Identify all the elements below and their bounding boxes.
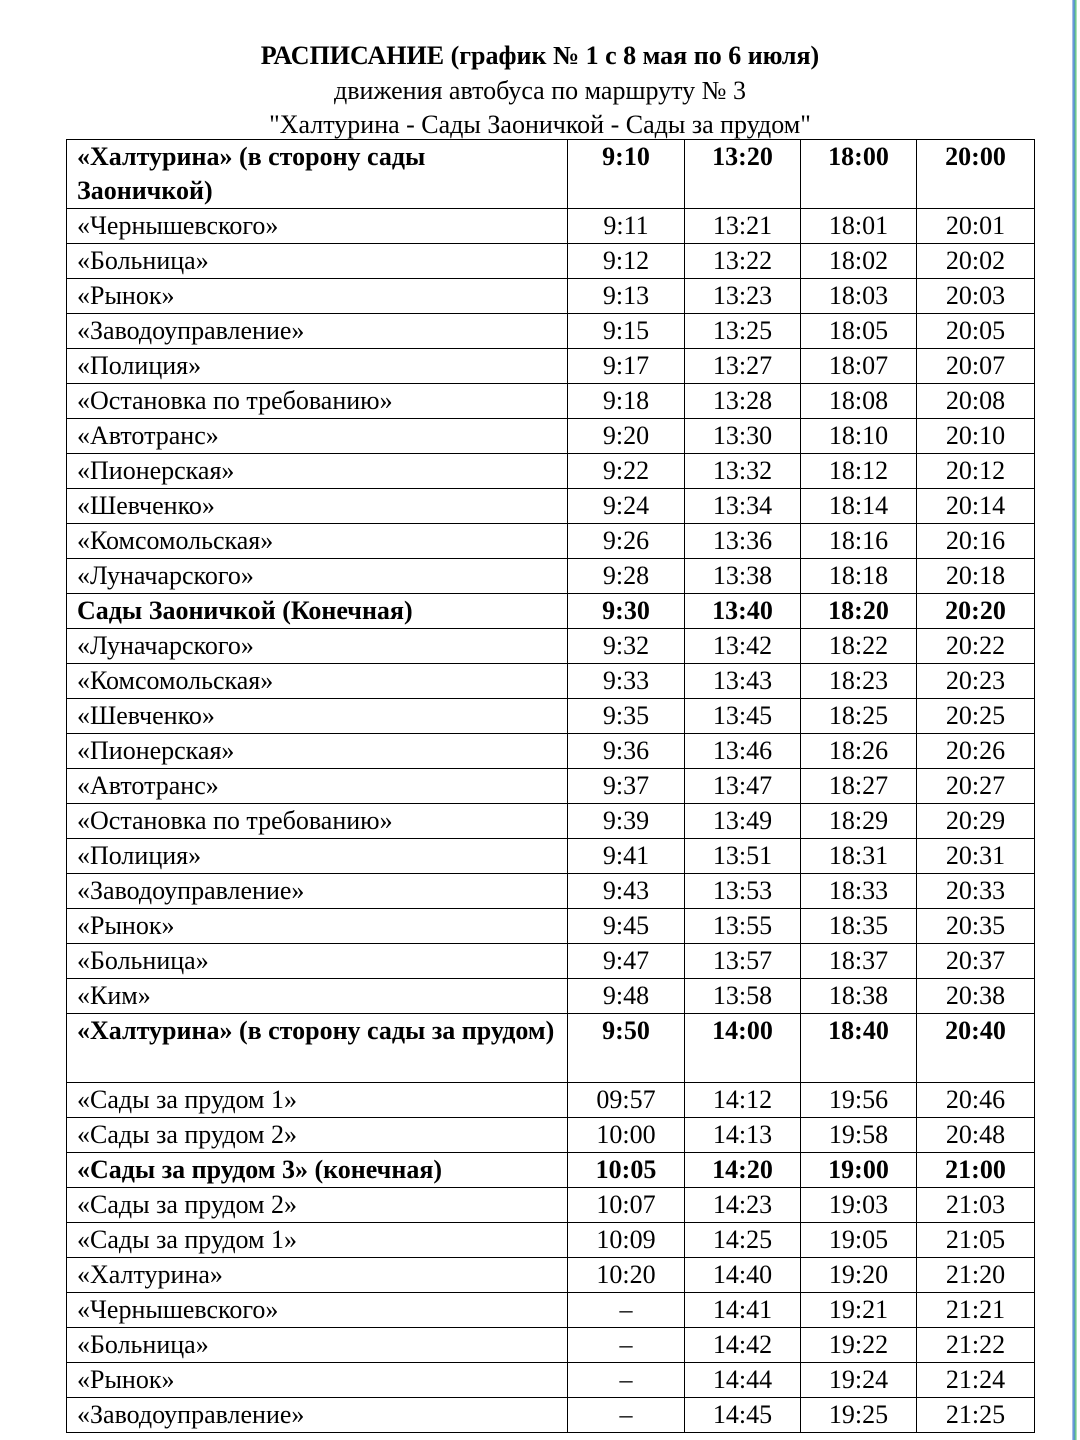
time-cell: 21:05 xyxy=(917,1223,1035,1258)
table-row xyxy=(67,1153,1035,1188)
time-cell: 20:03 xyxy=(917,279,1035,314)
time-cell: 19:05 xyxy=(801,1223,917,1258)
time-cell: 18:40 xyxy=(801,1014,917,1083)
time-cell: 13:47 xyxy=(685,769,801,804)
time-cell: 18:23 xyxy=(801,664,917,699)
stop-name-cell: «Шевченко» xyxy=(67,699,568,734)
table-row xyxy=(67,1293,1035,1328)
time-cell: 13:21 xyxy=(685,209,801,244)
time-cell: 18:26 xyxy=(801,734,917,769)
stop-name-cell: «Халтурина» xyxy=(67,1258,568,1293)
time-cell: 20:14 xyxy=(917,489,1035,524)
stop-name-cell: «Халтурина» (в сторону сады за прудом) xyxy=(67,1014,568,1083)
time-cell: 18:18 xyxy=(801,559,917,594)
time-cell: 20:08 xyxy=(917,384,1035,419)
time-cell: 09:57 xyxy=(568,1083,685,1118)
scan-edge-stripe xyxy=(1072,0,1077,1440)
table-row xyxy=(67,594,1035,629)
table-row xyxy=(67,734,1035,769)
time-cell: 13:23 xyxy=(685,279,801,314)
document-header xyxy=(0,38,1080,142)
time-cell: 20:01 xyxy=(917,209,1035,244)
time-cell: 18:35 xyxy=(801,909,917,944)
time-cell: 18:22 xyxy=(801,629,917,664)
time-cell: 20:23 xyxy=(917,664,1035,699)
time-cell: 13:38 xyxy=(685,559,801,594)
time-cell: 9:45 xyxy=(568,909,685,944)
stop-name-cell: «Чернышевского» xyxy=(67,209,568,244)
route-name: "Халтурина - Сады Заоничкой - Сады за прудом" xyxy=(269,110,811,139)
time-cell: 9:17 xyxy=(568,349,685,384)
time-cell: 9:10 xyxy=(568,140,685,209)
time-cell: 18:10 xyxy=(801,419,917,454)
time-cell: 18:37 xyxy=(801,944,917,979)
time-cell: 19:21 xyxy=(801,1293,917,1328)
time-cell: 21:21 xyxy=(917,1293,1035,1328)
time-cell: 13:28 xyxy=(685,384,801,419)
time-cell: 18:20 xyxy=(801,594,917,629)
time-cell: 20:22 xyxy=(917,629,1035,664)
time-cell: 21:00 xyxy=(917,1153,1035,1188)
time-cell: 19:25 xyxy=(801,1398,917,1433)
time-cell: 13:36 xyxy=(685,524,801,559)
time-cell: 20:38 xyxy=(917,979,1035,1014)
time-cell: 13:45 xyxy=(685,699,801,734)
time-cell: – xyxy=(568,1398,685,1433)
time-cell: 9:33 xyxy=(568,664,685,699)
page-subtitle: движения автобуса по маршруту № 3 xyxy=(334,76,746,105)
stop-name-cell: «Сады за прудом 1» xyxy=(67,1083,568,1118)
table-row xyxy=(67,559,1035,594)
time-cell: 9:43 xyxy=(568,874,685,909)
table-row xyxy=(67,314,1035,349)
time-cell: 19:58 xyxy=(801,1118,917,1153)
time-cell: 21:22 xyxy=(917,1328,1035,1363)
time-cell: 18:01 xyxy=(801,209,917,244)
table-row xyxy=(67,349,1035,384)
time-cell: – xyxy=(568,1328,685,1363)
time-cell: 19:03 xyxy=(801,1188,917,1223)
stop-name-cell: «Сады за прудом 2» xyxy=(67,1188,568,1223)
time-cell: – xyxy=(568,1363,685,1398)
time-cell: 14:20 xyxy=(685,1153,801,1188)
schedule-table xyxy=(66,139,1035,1433)
time-cell: 13:57 xyxy=(685,944,801,979)
time-cell: 13:32 xyxy=(685,454,801,489)
time-cell: 13:46 xyxy=(685,734,801,769)
table-row xyxy=(67,454,1035,489)
time-cell: 9:15 xyxy=(568,314,685,349)
time-cell: 9:28 xyxy=(568,559,685,594)
time-cell: 19:56 xyxy=(801,1083,917,1118)
time-cell: 13:30 xyxy=(685,419,801,454)
time-cell: 10:20 xyxy=(568,1258,685,1293)
time-cell: 21:25 xyxy=(917,1398,1035,1433)
time-cell: 14:00 xyxy=(685,1014,801,1083)
stop-name-cell: «Рынок» xyxy=(67,909,568,944)
stop-name-cell: «Рынок» xyxy=(67,1363,568,1398)
time-cell: 10:07 xyxy=(568,1188,685,1223)
time-cell: 13:49 xyxy=(685,804,801,839)
time-cell: 9:50 xyxy=(568,1014,685,1083)
table-row xyxy=(67,874,1035,909)
time-cell: 21:24 xyxy=(917,1363,1035,1398)
stop-name-cell: «Ким» xyxy=(67,979,568,1014)
table-row xyxy=(67,140,1035,209)
time-cell: 18:03 xyxy=(801,279,917,314)
time-cell: 19:22 xyxy=(801,1328,917,1363)
table-row xyxy=(67,244,1035,279)
time-cell: 14:12 xyxy=(685,1083,801,1118)
time-cell: 20:27 xyxy=(917,769,1035,804)
time-cell: 18:05 xyxy=(801,314,917,349)
time-cell: 9:47 xyxy=(568,944,685,979)
table-row xyxy=(67,1328,1035,1363)
time-cell: 13:58 xyxy=(685,979,801,1014)
time-cell: 18:12 xyxy=(801,454,917,489)
stop-name-cell: «Шевченко» xyxy=(67,489,568,524)
table-row xyxy=(67,1363,1035,1398)
time-cell: 10:00 xyxy=(568,1118,685,1153)
stop-name-cell: «Полиция» xyxy=(67,839,568,874)
stop-name-cell: «Халтурина» (в сторону сады Заоничкой) xyxy=(67,140,568,209)
time-cell: 20:35 xyxy=(917,909,1035,944)
stop-name-cell: Сады Заоничкой (Конечная) xyxy=(67,594,568,629)
time-cell: 9:24 xyxy=(568,489,685,524)
time-cell: 9:48 xyxy=(568,979,685,1014)
stop-name-cell: «Сады за прудом 1» xyxy=(67,1223,568,1258)
time-cell: 18:16 xyxy=(801,524,917,559)
stop-name-cell: «Автотранс» xyxy=(67,769,568,804)
stop-name-cell: «Сады за прудом 2» xyxy=(67,1118,568,1153)
time-cell: 9:30 xyxy=(568,594,685,629)
table-row xyxy=(67,804,1035,839)
stop-name-cell: «Автотранс» xyxy=(67,419,568,454)
table-row xyxy=(67,489,1035,524)
table-row xyxy=(67,769,1035,804)
time-cell: 18:00 xyxy=(801,140,917,209)
time-cell: 9:41 xyxy=(568,839,685,874)
time-cell: 20:46 xyxy=(917,1083,1035,1118)
table-row xyxy=(67,209,1035,244)
time-cell: 18:38 xyxy=(801,979,917,1014)
time-cell: 9:39 xyxy=(568,804,685,839)
time-cell: 9:26 xyxy=(568,524,685,559)
stop-name-cell: «Остановка по требованию» xyxy=(67,384,568,419)
table-row xyxy=(67,839,1035,874)
table-row xyxy=(67,1258,1035,1293)
stop-name-cell: «Больница» xyxy=(67,944,568,979)
schedule-body xyxy=(67,140,1035,1433)
time-cell: 9:12 xyxy=(568,244,685,279)
time-cell: 18:02 xyxy=(801,244,917,279)
time-cell: 18:07 xyxy=(801,349,917,384)
time-cell: 20:25 xyxy=(917,699,1035,734)
time-cell: 19:00 xyxy=(801,1153,917,1188)
time-cell: 20:05 xyxy=(917,314,1035,349)
stop-name-cell: «Больница» xyxy=(67,244,568,279)
table-row xyxy=(67,1223,1035,1258)
time-cell: 14:13 xyxy=(685,1118,801,1153)
stop-name-cell: «Заводоуправление» xyxy=(67,314,568,349)
stop-name-cell: «Остановка по требованию» xyxy=(67,804,568,839)
time-cell: 9:20 xyxy=(568,419,685,454)
time-cell: 18:08 xyxy=(801,384,917,419)
time-cell: 21:03 xyxy=(917,1188,1035,1223)
stop-name-cell: «Луначарского» xyxy=(67,559,568,594)
time-cell: 13:20 xyxy=(685,140,801,209)
time-cell: 20:00 xyxy=(917,140,1035,209)
stop-name-cell: «Полиция» xyxy=(67,349,568,384)
time-cell: 20:37 xyxy=(917,944,1035,979)
stop-name-cell: «Заводоуправление» xyxy=(67,1398,568,1433)
time-cell: 20:26 xyxy=(917,734,1035,769)
table-row xyxy=(67,909,1035,944)
time-cell: 19:24 xyxy=(801,1363,917,1398)
time-cell: 13:27 xyxy=(685,349,801,384)
table-row xyxy=(67,629,1035,664)
time-cell: 9:35 xyxy=(568,699,685,734)
table-row xyxy=(67,279,1035,314)
time-cell: 20:02 xyxy=(917,244,1035,279)
time-cell: 18:33 xyxy=(801,874,917,909)
table-row xyxy=(67,524,1035,559)
time-cell: 18:14 xyxy=(801,489,917,524)
time-cell: 20:29 xyxy=(917,804,1035,839)
time-cell: 19:20 xyxy=(801,1258,917,1293)
stop-name-cell: «Пионерская» xyxy=(67,454,568,489)
table-row xyxy=(67,1118,1035,1153)
table-row xyxy=(67,1188,1035,1223)
time-cell: 9:18 xyxy=(568,384,685,419)
time-cell: 20:07 xyxy=(917,349,1035,384)
time-cell: 14:41 xyxy=(685,1293,801,1328)
stop-name-cell: «Пионерская» xyxy=(67,734,568,769)
time-cell: 20:10 xyxy=(917,419,1035,454)
table-row xyxy=(67,419,1035,454)
time-cell: 20:12 xyxy=(917,454,1035,489)
time-cell: 18:31 xyxy=(801,839,917,874)
time-cell: 14:23 xyxy=(685,1188,801,1223)
time-cell: 14:45 xyxy=(685,1398,801,1433)
time-cell: 13:40 xyxy=(685,594,801,629)
time-cell: 20:40 xyxy=(917,1014,1035,1083)
stop-name-cell: «Луначарского» xyxy=(67,629,568,664)
time-cell: 9:32 xyxy=(568,629,685,664)
time-cell: 20:48 xyxy=(917,1118,1035,1153)
time-cell: 13:43 xyxy=(685,664,801,699)
time-cell: 9:37 xyxy=(568,769,685,804)
time-cell: 14:25 xyxy=(685,1223,801,1258)
table-row xyxy=(67,384,1035,419)
time-cell: 13:22 xyxy=(685,244,801,279)
stop-name-cell: «Комсомольская» xyxy=(67,664,568,699)
table-row xyxy=(67,944,1035,979)
time-cell: 13:34 xyxy=(685,489,801,524)
time-cell: 20:16 xyxy=(917,524,1035,559)
table-row xyxy=(67,1083,1035,1118)
stop-name-cell: «Чернышевского» xyxy=(67,1293,568,1328)
time-cell: 21:20 xyxy=(917,1258,1035,1293)
time-cell: 10:05 xyxy=(568,1153,685,1188)
time-cell: 9:13 xyxy=(568,279,685,314)
time-cell: 13:55 xyxy=(685,909,801,944)
time-cell: 20:20 xyxy=(917,594,1035,629)
time-cell: 18:27 xyxy=(801,769,917,804)
time-cell: 14:44 xyxy=(685,1363,801,1398)
stop-name-cell: «Сады за прудом 3» (конечная) xyxy=(67,1153,568,1188)
time-cell: 9:22 xyxy=(568,454,685,489)
time-cell: 20:33 xyxy=(917,874,1035,909)
table-row xyxy=(67,1398,1035,1433)
stop-name-cell: «Больница» xyxy=(67,1328,568,1363)
time-cell: 13:42 xyxy=(685,629,801,664)
table-row xyxy=(67,699,1035,734)
time-cell: 20:18 xyxy=(917,559,1035,594)
time-cell: 10:09 xyxy=(568,1223,685,1258)
time-cell: 18:25 xyxy=(801,699,917,734)
time-cell: 13:51 xyxy=(685,839,801,874)
stop-name-cell: «Комсомольская» xyxy=(67,524,568,559)
time-cell: 18:29 xyxy=(801,804,917,839)
table-row xyxy=(67,979,1035,1014)
table-row xyxy=(67,1014,1035,1083)
time-cell: 14:40 xyxy=(685,1258,801,1293)
time-cell: 20:31 xyxy=(917,839,1035,874)
table-row xyxy=(67,664,1035,699)
time-cell: 13:25 xyxy=(685,314,801,349)
time-cell: 14:42 xyxy=(685,1328,801,1363)
stop-name-cell: «Рынок» xyxy=(67,279,568,314)
time-cell: 13:53 xyxy=(685,874,801,909)
stop-name-cell: «Заводоуправление» xyxy=(67,874,568,909)
time-cell: 9:36 xyxy=(568,734,685,769)
time-cell: – xyxy=(568,1293,685,1328)
time-cell: 9:11 xyxy=(568,209,685,244)
page-title: РАСПИСАНИЕ (график № 1 с 8 мая по 6 июля) xyxy=(260,41,820,70)
